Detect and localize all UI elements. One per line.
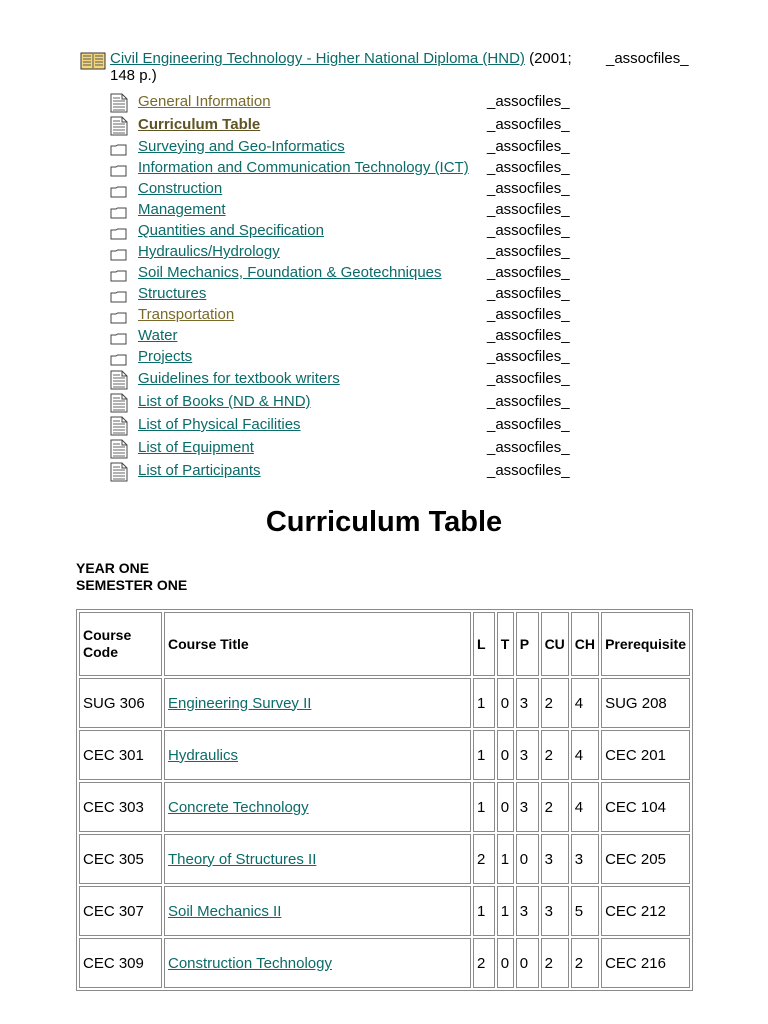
- toc-item: [80, 90, 692, 113]
- cell-ch: 4: [571, 730, 599, 780]
- toc-item-assoc: _assocfiles_: [487, 370, 570, 387]
- column-header-prerequisite: Prerequisite: [601, 612, 690, 676]
- cell-ch: 3: [571, 834, 599, 884]
- cell-l: 1: [473, 886, 495, 936]
- cell-prereq: CEC 205: [601, 834, 690, 884]
- column-header-course-title: Course Title: [164, 612, 471, 676]
- cell-cu: 3: [541, 886, 569, 936]
- toc-item-assoc: _assocfiles_: [487, 439, 570, 456]
- year-label: YEAR ONE: [76, 560, 150, 576]
- cell-prereq: SUG 208: [601, 678, 690, 728]
- toc-item: [80, 220, 692, 241]
- cell-code: SUG 306: [79, 678, 162, 728]
- toc-item-assoc: _assocfiles_: [487, 327, 570, 344]
- page-title: Curriculum Table: [265, 506, 503, 538]
- cell-t: 0: [497, 730, 514, 780]
- toc-item-assoc: _assocfiles_: [487, 264, 570, 281]
- toc-root-year: (2001;: [529, 50, 572, 67]
- toc-root-entry: [80, 50, 692, 84]
- cell-l: 2: [473, 834, 495, 884]
- toc-item-link[interactable]: List of Physical Facilities: [138, 416, 301, 433]
- table-row: [79, 886, 690, 936]
- toc-item-link[interactable]: Management: [138, 201, 226, 218]
- toc-item-assoc: _assocfiles_: [487, 222, 570, 239]
- course-title-link[interactable]: Construction Technology: [168, 954, 332, 972]
- table-row: [79, 678, 690, 728]
- cell-course-title: [164, 886, 471, 936]
- course-title-link[interactable]: Concrete Technology: [168, 798, 309, 816]
- toc-item-assoc: _assocfiles_: [487, 393, 570, 410]
- toc-item-assoc: _assocfiles_: [487, 201, 570, 218]
- cell-cu: 2: [541, 782, 569, 832]
- toc-item: [80, 136, 692, 157]
- cell-t: 1: [497, 886, 514, 936]
- toc-item: [80, 459, 692, 482]
- toc-item-link[interactable]: Structures: [138, 285, 207, 302]
- toc-item: [80, 241, 692, 262]
- toc-item-link[interactable]: Quantities and Specification: [138, 222, 324, 239]
- cell-cu: 2: [541, 730, 569, 780]
- toc-item-link[interactable]: Transportation: [138, 306, 235, 323]
- open-book-icon: [80, 52, 106, 74]
- course-title-link[interactable]: Engineering Survey II: [168, 694, 312, 712]
- cell-t: 1: [497, 834, 514, 884]
- cell-cu: 2: [541, 938, 569, 988]
- toc-item-link[interactable]: Projects: [138, 348, 193, 365]
- toc-item-link[interactable]: General Information: [138, 93, 271, 110]
- toc-item-link[interactable]: Surveying and Geo-Informatics: [138, 138, 345, 155]
- toc-root-assoc: _assocfiles_: [606, 50, 689, 67]
- toc-item-assoc: _assocfiles_: [487, 285, 570, 302]
- toc-item-assoc: _assocfiles_: [487, 180, 570, 197]
- toc-item-assoc: _assocfiles_: [487, 416, 570, 433]
- semester-heading: [76, 560, 187, 594]
- toc-item-link[interactable]: Construction: [138, 180, 223, 197]
- toc-item: [80, 199, 692, 220]
- cell-cu: 3: [541, 834, 569, 884]
- cell-course-title: [164, 834, 471, 884]
- cell-prereq: CEC 104: [601, 782, 690, 832]
- toc-list: [80, 90, 692, 482]
- toc-item-link[interactable]: Hydraulics/Hydrology: [138, 243, 280, 260]
- toc-item-assoc: _assocfiles_: [487, 348, 570, 365]
- cell-prereq: CEC 212: [601, 886, 690, 936]
- toc-item-link[interactable]: Guidelines for textbook writers: [138, 370, 340, 387]
- cell-t: 0: [497, 938, 514, 988]
- toc-item-link[interactable]: List of Participants: [138, 462, 261, 479]
- cell-prereq: CEC 201: [601, 730, 690, 780]
- toc-item: [80, 413, 692, 436]
- column-header-p: P: [516, 612, 539, 676]
- cell-course-title: [164, 782, 471, 832]
- semester-label: SEMESTER ONE: [76, 577, 188, 593]
- toc-item: [80, 367, 692, 390]
- cell-p: 3: [516, 730, 539, 780]
- toc-item-assoc: _assocfiles_: [487, 93, 570, 110]
- toc-item-link[interactable]: List of Equipment: [138, 439, 254, 456]
- cell-ch: 4: [571, 782, 599, 832]
- toc-item-link[interactable]: Curriculum Table: [138, 116, 261, 133]
- toc-root-pages: 148 p.): [110, 67, 157, 84]
- cell-p: 3: [516, 678, 539, 728]
- toc-item: [80, 262, 692, 283]
- toc-item-assoc: _assocfiles_: [487, 159, 570, 176]
- toc-root-link[interactable]: Civil Engineering Technology - Higher National Diploma (HND): [110, 50, 525, 67]
- column-header-cu: CU: [541, 612, 569, 676]
- course-title-link[interactable]: Soil Mechanics II: [168, 902, 282, 920]
- toc-item-assoc: _assocfiles_: [487, 138, 570, 155]
- table-header-row: [79, 612, 690, 676]
- cell-code: CEC 305: [79, 834, 162, 884]
- document-icon: [110, 462, 128, 489]
- cell-code: CEC 301: [79, 730, 162, 780]
- table-row: [79, 834, 690, 884]
- curriculum-table: [76, 609, 693, 991]
- cell-p: 3: [516, 886, 539, 936]
- toc-item: [80, 304, 692, 325]
- cell-prereq: CEC 216: [601, 938, 690, 988]
- toc-item: [80, 178, 692, 199]
- cell-code: CEC 307: [79, 886, 162, 936]
- column-header-l: L: [473, 612, 495, 676]
- cell-code: CEC 309: [79, 938, 162, 988]
- toc-item: [80, 283, 692, 304]
- toc-item-assoc: _assocfiles_: [487, 462, 570, 479]
- cell-p: 0: [516, 834, 539, 884]
- cell-ch: 2: [571, 938, 599, 988]
- cell-course-title: [164, 730, 471, 780]
- cell-t: 0: [497, 782, 514, 832]
- course-title-link[interactable]: Theory of Structures II: [168, 850, 317, 868]
- table-row: [79, 730, 690, 780]
- toc-item-assoc: _assocfiles_: [487, 306, 570, 323]
- toc-item: [80, 390, 692, 413]
- column-header-course-code: Course Code: [79, 612, 162, 676]
- cell-ch: 4: [571, 678, 599, 728]
- cell-cu: 2: [541, 678, 569, 728]
- cell-l: 1: [473, 782, 495, 832]
- cell-course-title: [164, 938, 471, 988]
- toc-item-link[interactable]: Information and Communication Technology (ICT): [138, 159, 469, 176]
- table-row: [79, 782, 690, 832]
- cell-l: 2: [473, 938, 495, 988]
- toc-item: [80, 325, 692, 346]
- toc-item-assoc: _assocfiles_: [487, 243, 570, 260]
- toc-item-link[interactable]: Water: [138, 327, 178, 344]
- toc-item-assoc: _assocfiles_: [487, 116, 570, 133]
- cell-course-title: [164, 678, 471, 728]
- cell-p: 0: [516, 938, 539, 988]
- toc-item: [80, 157, 692, 178]
- toc-item: [80, 346, 692, 367]
- column-header-t: T: [497, 612, 514, 676]
- course-title-link[interactable]: Hydraulics: [168, 746, 239, 764]
- cell-ch: 5: [571, 886, 599, 936]
- toc-item-link[interactable]: Soil Mechanics, Foundation & Geotechniques: [138, 264, 442, 281]
- toc-item: [80, 436, 692, 459]
- toc-item: [80, 113, 692, 136]
- cell-l: 1: [473, 678, 495, 728]
- column-header-ch: CH: [571, 612, 599, 676]
- cell-t: 0: [497, 678, 514, 728]
- cell-code: CEC 303: [79, 782, 162, 832]
- toc-item-link[interactable]: List of Books (ND & HND): [138, 393, 311, 410]
- cell-p: 3: [516, 782, 539, 832]
- table-of-contents: [80, 50, 692, 482]
- cell-l: 1: [473, 730, 495, 780]
- table-row: [79, 938, 690, 988]
